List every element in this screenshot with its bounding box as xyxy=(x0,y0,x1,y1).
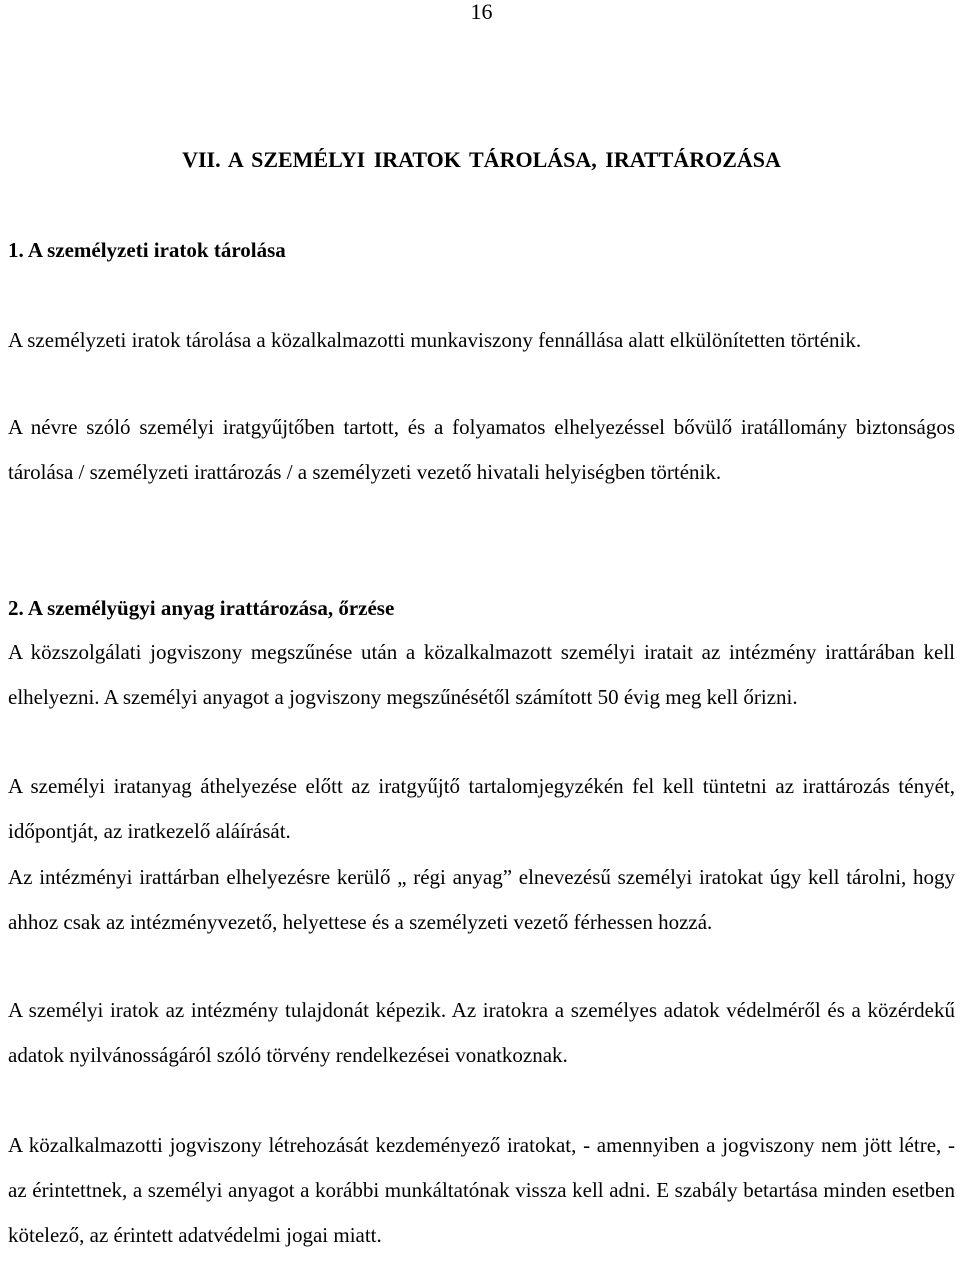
section-2-paragraph-2: A személyi iratanyag áthelyezése előtt az iratgyűjtő tartalomjegyzékén fel kell tüntetni az irattározás tényét, időpontját, az iratkezelő aláírását. xyxy=(8,774,955,844)
section-1-title: 1. A személyzeti iratok tárolása xyxy=(8,238,286,262)
page-number: 16 xyxy=(470,0,493,24)
chapter-title: VII. A SZEMÉLYI IRATOK TÁROLÁSA, IRATTÁROZÁSA xyxy=(182,147,781,172)
section-2-title: 2. A személyügyi anyag irattározása, őrzése xyxy=(8,596,395,620)
section-2-paragraph-4: A személyi iratok az intézmény tulajdonát képezik. Az iratokra a személyes adatok védelméről és a közérdekű adatok nyilvánosságáról szóló törvény rendelkezései vonatkoznak. xyxy=(8,998,955,1068)
document-page xyxy=(8,0,955,1288)
section-2-paragraph-3: Az intézményi irattárban elhelyezésre kerülő „ régi anyag” elnevezésű személyi iratokat úgy kell tárolni, hogy ahhoz csak az intézményvezető, helyettese és a személyzeti vezető férhessen hozzá. xyxy=(8,865,955,935)
section-2-paragraph-1: A közszolgálati jogviszony megszűnése után a közalkalmazott személyi iratait az intézmény irattárában kell elhelyezni. A személyi anyagot a jogviszony megszűnésétől számított 50 évig meg kell őrizni. xyxy=(8,640,955,710)
section-2-paragraph-5: A közalkalmazotti jogviszony létrehozását kezdeményező iratokat, - amennyiben a jogviszony nem jött létre, - az érintettnek, a személyi anyagot a korábbi munkáltatónak vissza kell adni. E szabály betartása minden esetben kötelező, az érintett adatvédelmi jogai miatt. xyxy=(8,1133,955,1248)
section-1-paragraph-2: A névre szóló személyi iratgyűjtőben tartott, és a folyamatos elhelyezéssel bővülő iratállomány biztonságos tárolása / személyzeti irattározás / a személyzeti vezető hivatali helyiségben történik. xyxy=(8,415,955,484)
section-1-paragraph-1: A személyzeti iratok tárolása a közalkalmazotti munkaviszony fennállása alatt elkülönítetten történik. xyxy=(8,328,862,352)
